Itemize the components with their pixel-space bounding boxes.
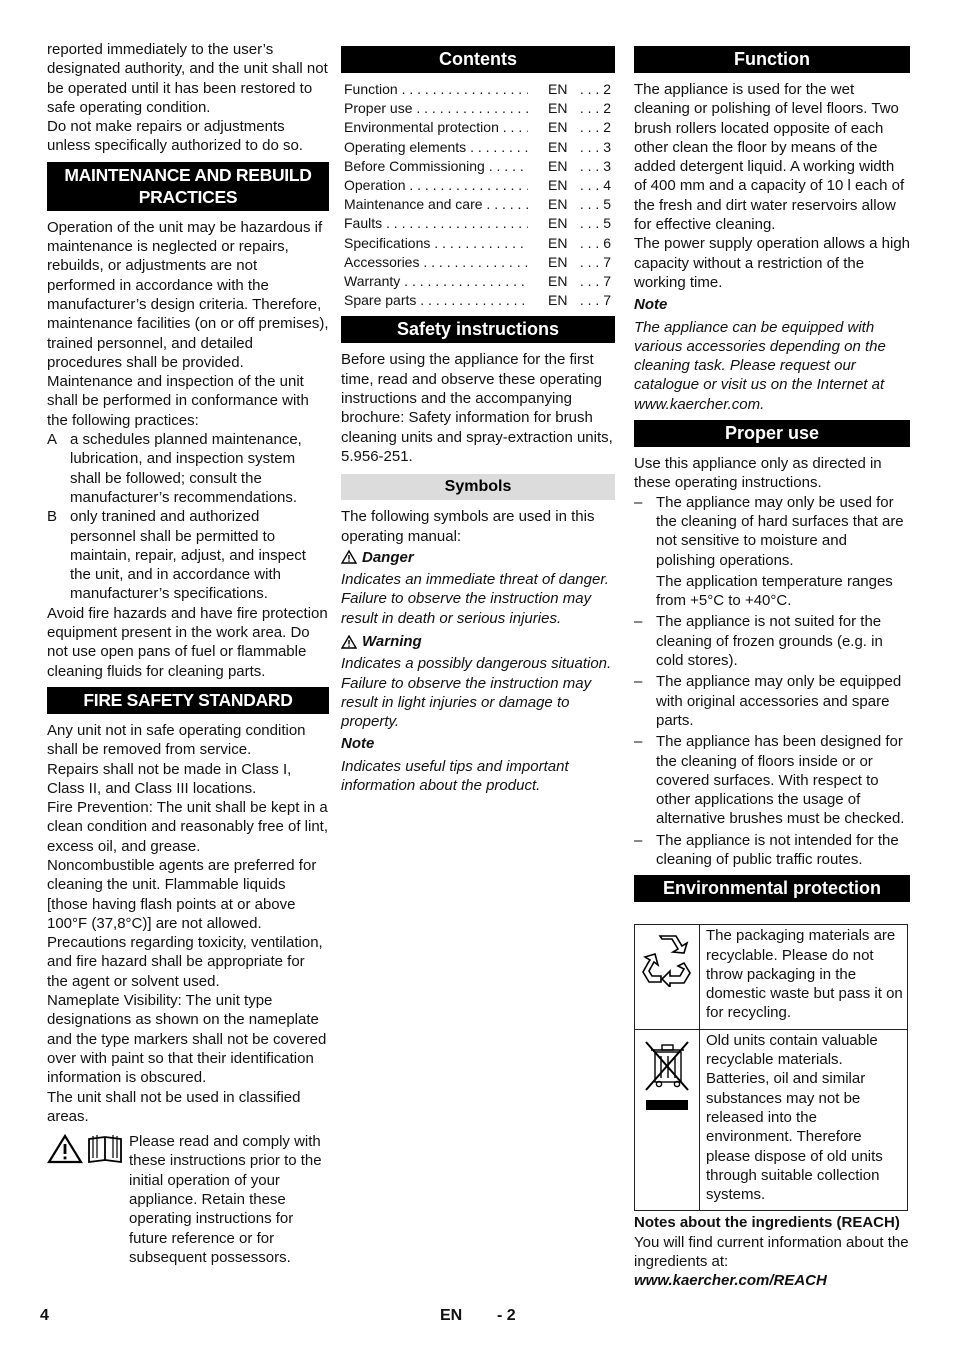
symbols-intro: The following symbols are used in this operating manual: — [341, 508, 595, 545]
fire-paragraph: Fire Prevention: The unit shall be kept in a clean condition and reasonably free of lint, excess oil, and grease. — [47, 799, 329, 855]
toc-entry-language: EN — [548, 81, 568, 97]
toc-entry-page: . . . 3 — [579, 138, 611, 155]
proper-use-item-text: The appliance has been designed for the cleaning of floors inside or or covered surfaces. With respect to other applications the usage of alternative brushes must be checked. — [656, 733, 905, 828]
recycle-text: The packaging materials are recyclable. Please do not throw packaging in the domestic waste but pass it on for recycling. — [700, 925, 908, 1029]
dash-marker: – — [634, 493, 643, 511]
proper-use-intro: Use this appliance only as directed in these operating instructions. — [634, 455, 882, 492]
proper-use-item — [634, 493, 910, 611]
item-marker: A — [47, 431, 58, 449]
safety-heading: Safety instructions — [341, 316, 615, 343]
toc-entry[interactable] — [344, 214, 615, 233]
toc-entry-language: EN — [548, 119, 568, 136]
item-text: only tranined and authorized personnel shall be permitted to maintain, repair, adjust, and inspect the unit, and in accordance with manufacturer’s specifications. — [70, 508, 306, 603]
table-row — [635, 1029, 908, 1211]
symbols-heading: Symbols — [341, 474, 615, 500]
toc-entry-title: Operation . . . — [344, 176, 528, 195]
item-text: a schedules planned maintenance, lubrication, and inspection system shall be followed; consult the manufacturer’s recommendations. — [70, 431, 302, 506]
maintenance-item — [47, 507, 329, 603]
read-notice-text: Please read and comply with these instructions prior to the initial operation of your appliance. Retain these operating instructions for future reference or for subsequent possessors. — [129, 1133, 322, 1266]
toc-entry[interactable] — [344, 118, 615, 137]
maintenance-heading: MAINTENANCE AND REBUILD PRACTICES — [47, 162, 329, 211]
crossed-bin-icon — [642, 1038, 692, 1114]
proper-use-item-text: The appliance is not suited for the cleaning of frozen grounds (e.g. in cold stores). — [656, 613, 883, 670]
proper-use-item — [634, 612, 910, 670]
disposal-text: Old units contain valuable recyclable materials. Batteries, oil and similar substances may not be released into the environment. Therefore please dispose of old units through suitable collection systems. — [700, 1029, 908, 1211]
toc-entry[interactable] — [344, 176, 615, 195]
danger-label: Danger — [362, 548, 414, 566]
toc-entry[interactable] — [344, 272, 615, 291]
bin-icon-cell — [635, 1029, 700, 1211]
function-heading: Function — [634, 46, 910, 73]
toc-entry-title: Spare parts . . . — [344, 291, 528, 310]
recycle-icon-cell — [635, 925, 700, 1029]
toc-entry-title: Environmental protection . . . — [344, 118, 528, 137]
toc-entry-page: . . . 5 — [579, 215, 611, 232]
environmental-table — [634, 924, 908, 1211]
read-instructions-notice — [47, 1132, 329, 1267]
toc-entry-language: EN — [548, 157, 568, 174]
toc-entry-page: . . . 2 — [579, 119, 611, 136]
toc-entry-title: Specifications . . . — [344, 234, 528, 253]
fire-paragraph: The unit shall not be used in classified areas. — [47, 1088, 301, 1125]
warning-heading — [341, 632, 615, 651]
toc-entry[interactable] — [344, 157, 615, 176]
proper-use-item-body — [656, 493, 910, 611]
warning-text: Indicates a possibly dangerous situation. Failure to observe the instruction may result in light injuries or damage to property. — [341, 655, 612, 731]
maintenance-closing: Avoid fire hazards and have fire protection equipment present in the work area. Do not use open pans of fuel or flammable cleaning fluids for cleaning parts. — [47, 604, 328, 680]
toc-entry-language: EN — [548, 138, 568, 155]
toc-entry[interactable] — [344, 138, 615, 157]
contents-heading: Contents — [341, 46, 615, 73]
toc-entry-page: . . . 2 — [579, 81, 611, 97]
page-number: 4 — [40, 1307, 49, 1324]
footer-language: EN — [440, 1307, 463, 1324]
reach-text: You will find current information about the ingredients at: — [634, 1233, 909, 1271]
toc-entry[interactable] — [344, 291, 615, 310]
fire-paragraph: Any unit not in safe operating condition shall be removed from service. — [47, 721, 306, 759]
toc-entry-title: Maintenance and care . . . — [344, 195, 528, 214]
toc-entry-page: . . . 2 — [579, 100, 611, 117]
notice-icons — [47, 1132, 129, 1267]
toc-entry-page: . . . 7 — [579, 273, 611, 290]
toc-entry-language: EN — [548, 292, 568, 309]
toc-entry-title: Operating elements . . . — [344, 138, 528, 157]
dash-marker: – — [634, 673, 643, 691]
danger-triangle-icon — [341, 550, 357, 564]
note-label: Note — [341, 735, 375, 753]
toc-entry-language: EN — [548, 177, 568, 194]
toc-entry-language: EN — [548, 253, 568, 270]
toc-entry-title: Function . . . — [344, 80, 528, 99]
manual-book-icon — [87, 1134, 123, 1164]
proper-use-item-text: The appliance is not intended for the cleaning of public traffic routes. — [656, 831, 899, 868]
reach-heading: Notes about the ingredients (REACH) — [634, 1214, 900, 1232]
fire-paragraph: Repairs shall not be made in Class I, Class II, and Class III locations. — [47, 760, 292, 797]
toc-entry-page: . . . 6 — [579, 234, 611, 251]
fire-paragraph: Nameplate Visibility: The unit type designations as shown on the nameplate and the type markers shall not be covered over with paint so that their identification information is obscured. — [47, 992, 327, 1087]
column-right — [634, 40, 910, 1291]
toc-entry-title: Faults . . . — [344, 214, 528, 233]
fire-paragraph: Noncombustible agents are preferred for cleaning the unit. Flammable liquids [those having flash points at or above 100°F (37,8°C)] are not allowed. Precautions regarding toxicity, ventilation, and fire hazard shall be appropriate for the agent or solvent used. — [47, 856, 323, 990]
warning-triangle-icon — [47, 1134, 83, 1164]
table-of-contents — [344, 80, 615, 310]
toc-entry-title: Before Commissioning . . . — [344, 157, 528, 176]
proper-use-item — [634, 732, 910, 828]
toc-entry-title: Proper use . . . — [344, 99, 528, 118]
toc-entry-page: . . . 7 — [579, 253, 611, 270]
toc-entry[interactable] — [344, 234, 615, 253]
proper-use-item — [634, 672, 910, 730]
toc-entry-language: EN — [548, 100, 568, 117]
toc-entry-language: EN — [548, 215, 568, 232]
proper-use-item-text: The appliance may only be used for the cleaning of hard surfaces that are not sensitive to moisture and polishing operations. — [656, 493, 904, 569]
toc-entry-language: EN — [548, 234, 568, 251]
danger-text: Indicates an immediate threat of danger. Failure to observe the instruction may result in death or serious injuries. — [341, 571, 609, 627]
fire-safety-heading: FIRE SAFETY STANDARD — [47, 687, 329, 714]
note-label: Note — [634, 296, 668, 314]
dash-marker: – — [634, 613, 643, 631]
proper-use-item-extra: The application temperature ranges from +5°C to +40°C. — [656, 572, 893, 610]
intro-paragraph: reported immediately to the user’s designated authority, and the unit shall not be operated until it has been restored to safe operating condition. — [47, 41, 328, 116]
function-paragraph: The appliance is used for the wet cleaning or polishing of level floors. Two brush rollers located opposite of each other clean the floor by means of the added detergent liquid. A working width of 400 mm and a capacity of 10 l each of the fresh and dirt water reservoirs allow for effective cleaning. — [634, 81, 905, 234]
toc-entry-page: . . . 4 — [579, 177, 611, 194]
proper-use-heading: Proper use — [634, 420, 910, 447]
toc-entry-language: EN — [548, 273, 568, 290]
footer-sub-page: - 2 — [497, 1307, 516, 1324]
column-left — [47, 40, 329, 1267]
intro-paragraph: Do not make repairs or adjustments unless specifically authorized to do so. — [47, 118, 303, 155]
toc-entry[interactable] — [344, 80, 615, 99]
note-text: Indicates useful tips and important information about the product. — [341, 757, 569, 795]
reach-link[interactable]: www.kaercher.com/REACH — [634, 1272, 827, 1290]
proper-use-item — [634, 831, 910, 870]
toc-entry[interactable] — [344, 253, 615, 272]
warning-triangle-icon — [341, 635, 357, 649]
danger-heading — [341, 548, 615, 567]
maintenance-item — [47, 430, 329, 507]
toc-entry-language: EN — [548, 196, 568, 213]
proper-use-item-text: The appliance may only be equipped with original accessories and spare parts. — [656, 673, 902, 729]
environmental-heading: Environmental protection — [634, 875, 910, 902]
maintenance-paragraph: Operation of the unit may be hazardous if maintenance is neglected or repairs, rebuilds, or adjustments are not performed in accordance with the manufacturer’s design criteria. Therefore, maintenance facilities (on or off premises), trained personnel, and detailed procedures shall be provided. — [47, 218, 329, 371]
item-marker: B — [47, 508, 58, 526]
maintenance-paragraph: Maintenance and inspection of the unit shall be performed in conformance with the following practices: — [47, 373, 309, 429]
recycle-icon — [640, 933, 694, 987]
table-row — [635, 925, 908, 1029]
toc-entry[interactable] — [344, 195, 615, 214]
toc-entry[interactable] — [344, 99, 615, 118]
function-paragraph: The power supply operation allows a high capacity without a restriction of the working time. — [634, 235, 910, 291]
warning-label: Warning — [362, 633, 422, 650]
dash-marker: – — [634, 733, 643, 751]
note-text: The appliance can be equipped with various accessories depending on the cleaning task. Please request our catalogue or visit us on the Internet at www.kaercher.com. — [634, 318, 886, 413]
toc-entry-page: . . . 5 — [579, 196, 611, 213]
safety-paragraph: Before using the appliance for the first time, read and observe these operating instructions and the accompanying brochure: Safety information for brush cleaning units and spray-extraction units, 5.956-251. — [341, 351, 613, 465]
toc-entry-page: . . . 3 — [579, 157, 611, 174]
dash-marker: – — [634, 831, 643, 849]
toc-entry-title: Warranty . . . — [344, 272, 528, 291]
toc-entry-page: . . . 7 — [579, 292, 611, 309]
toc-entry-title: Accessories . . . — [344, 253, 528, 272]
column-middle — [341, 40, 615, 795]
